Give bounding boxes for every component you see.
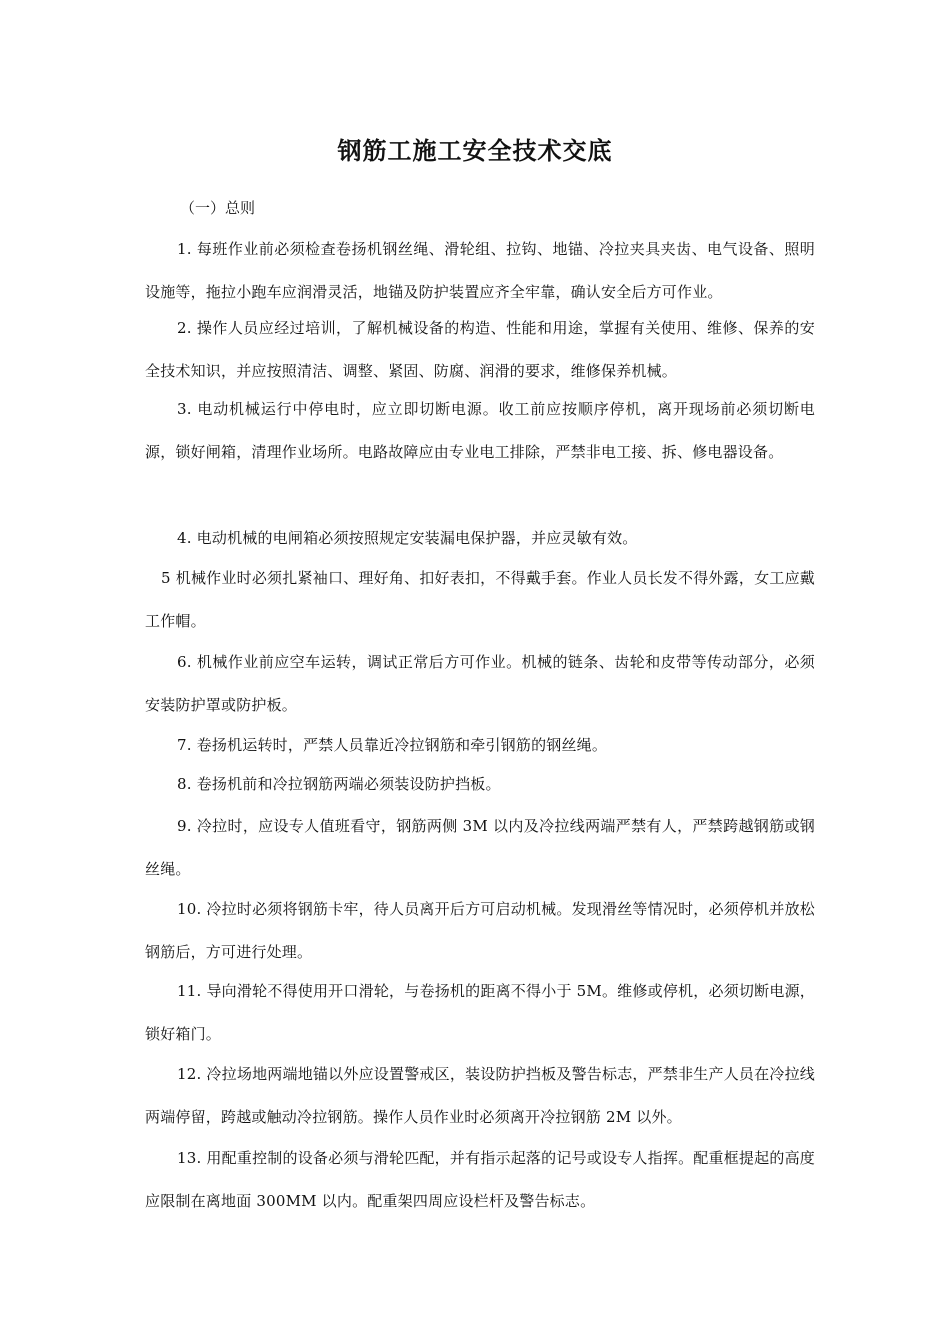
rule-item-11: 11. 导向滑轮不得使用开口滑轮，与卷扬机的距离不得小于 5M。维修或停机，必须切断电源，锁好箱门。	[145, 982, 815, 1043]
rule-item-4: 4. 电动机械的电闸箱必须按照规定安装漏电保护器，并应灵敏有效。	[177, 529, 638, 547]
rule-item-5: 5 机械作业时必须扎紧袖口、理好角、扣好表扣，不得戴手套。作业人员长发不得外露，女工应戴工作帽。	[145, 569, 815, 630]
rule-item-2: 2. 操作人员应经过培训，了解机械设备的构造、性能和用途，掌握有关使用、维修、保养的安全技术知识，并应按照清洁、调整、紧固、防腐、润滑的要求，维修保养机械。	[145, 319, 815, 380]
rule-item-1: 1. 每班作业前必须检查卷扬机钢丝绳、滑轮组、拉钩、地锚、冷拉夹具夹齿、电气设备、照明设施等，拖拉小跑车应润滑灵活，地锚及防护装置应齐全牢靠，确认安全后方可作业。	[145, 240, 815, 301]
rule-item-12: 12. 冷拉场地两端地锚以外应设置警戒区，装设防护挡板及警告标志，严禁非生产人员在冷拉线两端停留，跨越或触动冷拉钢筋。操作人员作业时必须离开冷拉钢筋 2M 以外。	[145, 1065, 815, 1126]
rule-item-9: 9. 冷拉时，应设专人值班看守，钢筋两侧 3M 以内及冷拉线两端严禁有人，严禁跨越钢筋或钢丝绳。	[145, 817, 815, 878]
rule-item-8: 8. 卷扬机前和冷拉钢筋两端必须装设防护挡板。	[177, 775, 501, 793]
rule-item-3: 3. 电动机械运行中停电时，应立即切断电源。收工前应按顺序停机，离开现场前必须切断电源，锁好闸箱，清理作业场所。电路故障应由专业电工排除，严禁非电工接、拆、修电器设备。	[145, 400, 815, 461]
rule-item-7: 7. 卷扬机运转时，严禁人员靠近冷拉钢筋和牵引钢筋的钢丝绳。	[177, 736, 608, 754]
rule-item-10: 10. 冷拉时必须将钢筋卡牢，待人员离开后方可启动机械。发现滑丝等情况时，必须停机并放松钢筋后，方可进行处理。	[145, 900, 815, 961]
rule-item-13: 13. 用配重控制的设备必须与滑轮匹配，并有指示起落的记号或设专人指挥。配重框提起的高度应限制在离地面 300MM 以内。配重架四周应设栏杆及警告标志。	[145, 1149, 815, 1210]
section-heading: （一）总则	[180, 199, 256, 217]
document-title: 钢筋工施工安全技术交底	[337, 136, 613, 165]
rule-item-6: 6. 机械作业前应空车运转，调试正常后方可作业。机械的链条、齿轮和皮带等传动部分，必须安装防护罩或防护板。	[145, 653, 815, 714]
